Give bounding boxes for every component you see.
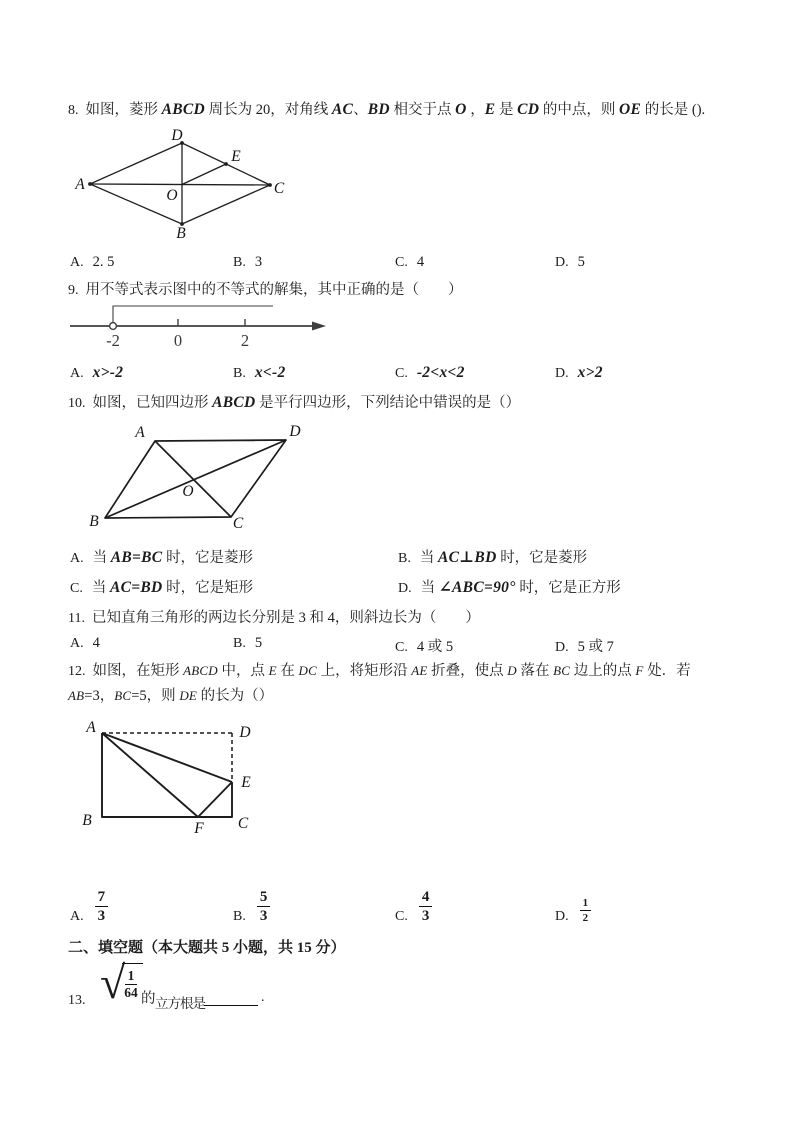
question-11-text: 11. 已知直角三角形的两边长分别是 3 和 4，则斜边长为（ ） bbox=[68, 610, 480, 626]
option-c: C. 当 AC=BD 时，它是矩形 bbox=[70, 579, 254, 596]
label-o: O bbox=[182, 483, 194, 500]
option-d: D. $\frac{1}{2}$ bbox=[555, 883, 591, 924]
fraction-under-root: $\frac{1}{64}$ bbox=[124, 968, 138, 1000]
label-e: E bbox=[231, 148, 241, 165]
label-o: O bbox=[166, 187, 178, 204]
label-b: B bbox=[82, 812, 92, 829]
number-line-figure bbox=[60, 300, 340, 355]
option-d: D. 5 bbox=[555, 254, 585, 270]
sqrt-expression bbox=[100, 957, 143, 1008]
parallelogram-figure bbox=[70, 420, 330, 542]
question-9-options bbox=[0, 364, 794, 386]
fraction: $\frac{5}{3}$ bbox=[257, 889, 271, 924]
question-8-text: 8. 如图，菱形 ABCD 周长为 20，对角线 AC、BD 相交于点 O ，E 是 CD 的中点，则 OE 的长是 (). bbox=[68, 101, 706, 118]
option-c: C. $\frac{4}{3}$ bbox=[395, 883, 432, 924]
section-2-header: 二、填空题（本大题共 5 小题，共 15 分） bbox=[68, 940, 346, 956]
solution-ray bbox=[113, 306, 273, 323]
label-e: E bbox=[241, 774, 251, 791]
rhombus-figure bbox=[60, 125, 380, 255]
question-8-options bbox=[0, 254, 794, 276]
arrow-head bbox=[312, 322, 326, 331]
question-9-text: 9. 用不等式表示图中的不等式的解集，其中正确的是（ ） bbox=[68, 282, 463, 298]
label-zero: 0 bbox=[173, 331, 183, 350]
option-b: B. x<-2 bbox=[233, 364, 286, 381]
label-c: C bbox=[232, 515, 244, 532]
label-d: D bbox=[239, 724, 251, 741]
option-a: A. 2. 5 bbox=[70, 254, 115, 270]
option-b: B. 3 bbox=[233, 254, 263, 270]
label-c: C bbox=[273, 180, 285, 197]
question-12-text-line-2: AB=3，BC=5，则 DE 的长为（） bbox=[68, 688, 274, 704]
label-two: 2 bbox=[240, 331, 250, 350]
option-a: A. x>-2 bbox=[70, 364, 124, 381]
option-a: A. $\frac{7}{3}$ bbox=[70, 883, 108, 924]
answer-blank bbox=[204, 989, 258, 1006]
radical-sign: √ bbox=[100, 957, 126, 1008]
label-d: D bbox=[289, 423, 301, 440]
label-a: A bbox=[86, 719, 96, 736]
question-13-text: 的 bbox=[141, 991, 156, 1007]
open-circle bbox=[110, 323, 117, 330]
question-11-options bbox=[0, 635, 794, 657]
label-a: A bbox=[75, 176, 85, 193]
rectangle-fold-figure bbox=[75, 718, 285, 840]
question-10-options-row-2 bbox=[0, 576, 794, 598]
label-neg-two: -2 bbox=[106, 331, 120, 350]
label-f: F bbox=[194, 820, 204, 837]
option-d: D. 5 或 7 bbox=[555, 639, 614, 655]
option-a: A. 当 AB=BC 时，它是菱形 bbox=[70, 549, 254, 566]
option-a: A. 4 bbox=[70, 635, 100, 651]
segment-ae bbox=[102, 733, 232, 782]
option-c: C. 4 或 5 bbox=[395, 639, 454, 655]
number-line-labels bbox=[106, 331, 249, 350]
diagonal-ac bbox=[155, 441, 231, 517]
option-c: C. -2<x<2 bbox=[395, 364, 465, 381]
question-12-text-line-1: 12. 如图，在矩形 ABCD 中，点 E 在 DC 上，将矩形沿 AE 折叠，使点 D 落在 BC 边上的点 F 处．若 bbox=[68, 663, 691, 679]
question-13-period: . bbox=[261, 990, 265, 1005]
fraction: $\frac{4}{3}$ bbox=[419, 889, 433, 924]
label-d: D bbox=[171, 127, 183, 144]
option-b: B. 5 bbox=[233, 635, 263, 651]
label-a: A bbox=[135, 424, 145, 441]
question-10-text: 10. 如图，已知四边形 ABCD 是平行四边形，下列结论中错误的是（） bbox=[68, 394, 521, 411]
question-13-number: 13. bbox=[68, 993, 86, 1008]
segment-fe bbox=[198, 782, 232, 817]
label-b: B bbox=[89, 513, 99, 530]
option-b: B. $\frac{5}{3}$ bbox=[233, 883, 270, 924]
segment-oe bbox=[182, 164, 226, 185]
option-d: D. x>2 bbox=[555, 364, 603, 381]
label-c: C bbox=[237, 815, 249, 832]
option-d: D. 当 ∠ABC=90° 时，它是正方形 bbox=[398, 579, 621, 596]
label-b: B bbox=[176, 225, 186, 242]
question-10-options-row-1 bbox=[0, 546, 794, 568]
diagonal-ac bbox=[90, 184, 270, 185]
fraction: $\frac{7}{3}$ bbox=[95, 889, 109, 924]
option-b: B. 当 AC⊥BD 时，它是菱形 bbox=[398, 549, 588, 566]
option-c: C. 4 bbox=[395, 254, 425, 270]
fraction: $\frac{1}{2}$ bbox=[580, 897, 592, 924]
question-13-text-2: 立方根是 bbox=[155, 996, 205, 1011]
segment-af bbox=[102, 733, 198, 817]
